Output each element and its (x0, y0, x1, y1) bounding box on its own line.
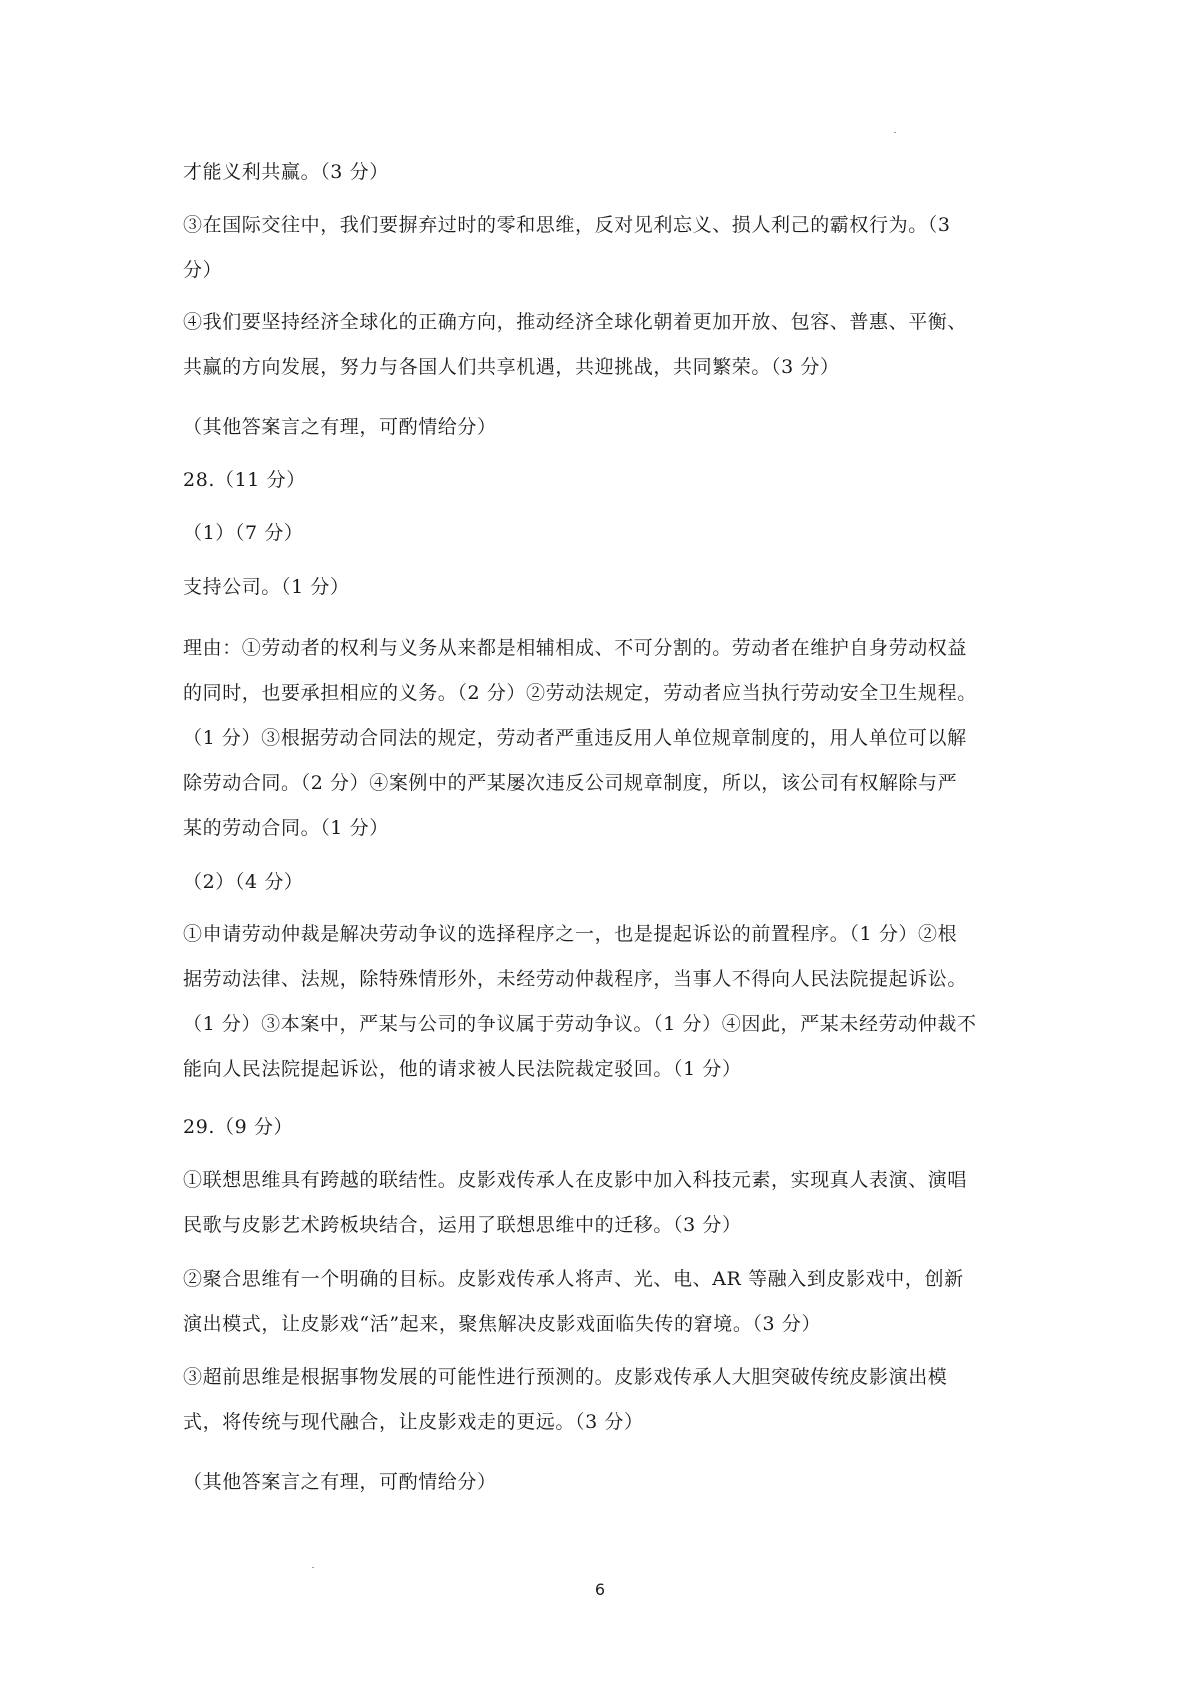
page-number: 6 (594, 1580, 606, 1599)
question-29-point-1: ①联想思维具有跨越的联结性。皮影戏传承人在皮影中加入科技元素，实现真人表演、演唱 民歌与皮影艺术跨板块结合，运用了联想思维中的迁移。（3 分） (183, 1169, 968, 1236)
answer-point-4: ④我们要坚持经济全球化的正确方向，推动经济全球化朝着更加开放、包容、普惠、平衡、 共赢的方向发展，努力与各国人们共享机遇，共迎挑战，共同繁荣。（3 分） (183, 311, 968, 378)
question-29-point-2: ②聚合思维有一个明确的目标。皮影戏传承人将声、光、电、AR 等融入到皮影戏中，创新 演出模式，让皮影戏“活”起来，聚焦解决皮影戏面临失传的窘境。（3 分） (183, 1268, 964, 1335)
question-28-part-2-answer: ①申请劳动仲裁是解决劳动争议的选择程序之一，也是提起诉讼的前置程序。（1 分）②根 据劳动法律、法规，除特殊情形外，未经劳动仲裁程序，当事人不得向人民法院提起诉讼。 （1 分）③本案中，严某与公司的争议属于劳动争议。（1 分）④因此，严某未经劳动仲裁不 能向人民法院提起诉讼，他的请求被人民法院裁定驳回。（1 分） (183, 923, 977, 1080)
question-29-heading: 29.（9 分） (183, 1116, 294, 1138)
grading-note-2: （其他答案言之有理，可酌情给分） (183, 1471, 497, 1493)
question-28-part-1-reasons: 理由：①劳动者的权利与义务从来都是相辅相成、不可分割的。劳动者在维护自身劳动权益 的同时，也要承担相应的义务。（2 分）②劳动法规定，劳动者应当执行劳动安全卫生规程。 （1 分）③根据劳动合同法的规定，劳动者严重违反用人单位规章制度的，用人单位可以解 除劳动合同。（2 分）④案例中的严某屡次违反公司规章制度，所以，该公司有权解除与严 某的劳动合同。（1 分） (183, 637, 977, 839)
scan-mark (894, 132, 896, 133)
question-28-part-1-heading: （1）（7 分） (183, 522, 304, 544)
grading-note: （其他答案言之有理，可酌情给分） (183, 416, 497, 438)
question-28-heading: 28.（11 分） (183, 469, 306, 491)
answer-point-3: ③在国际交往中，我们要摒弃过时的零和思维，反对见利忘义、损人利己的霸权行为。（3 分） (183, 214, 951, 281)
question-29-point-3: ③超前思维是根据事物发展的可能性进行预测的。皮影戏传承人大胆突破传统皮影演出模 式，将传统与现代融合，让皮影戏走的更远。（3 分） (183, 1366, 948, 1433)
answer-line-continuation: 才能义利共赢。（3 分） (183, 161, 389, 183)
scan-mark-2 (312, 1567, 314, 1568)
question-28-part-2-heading: （2）（4 分） (183, 871, 304, 893)
question-28-part-1-answer: 支持公司。（1 分） (183, 576, 350, 598)
